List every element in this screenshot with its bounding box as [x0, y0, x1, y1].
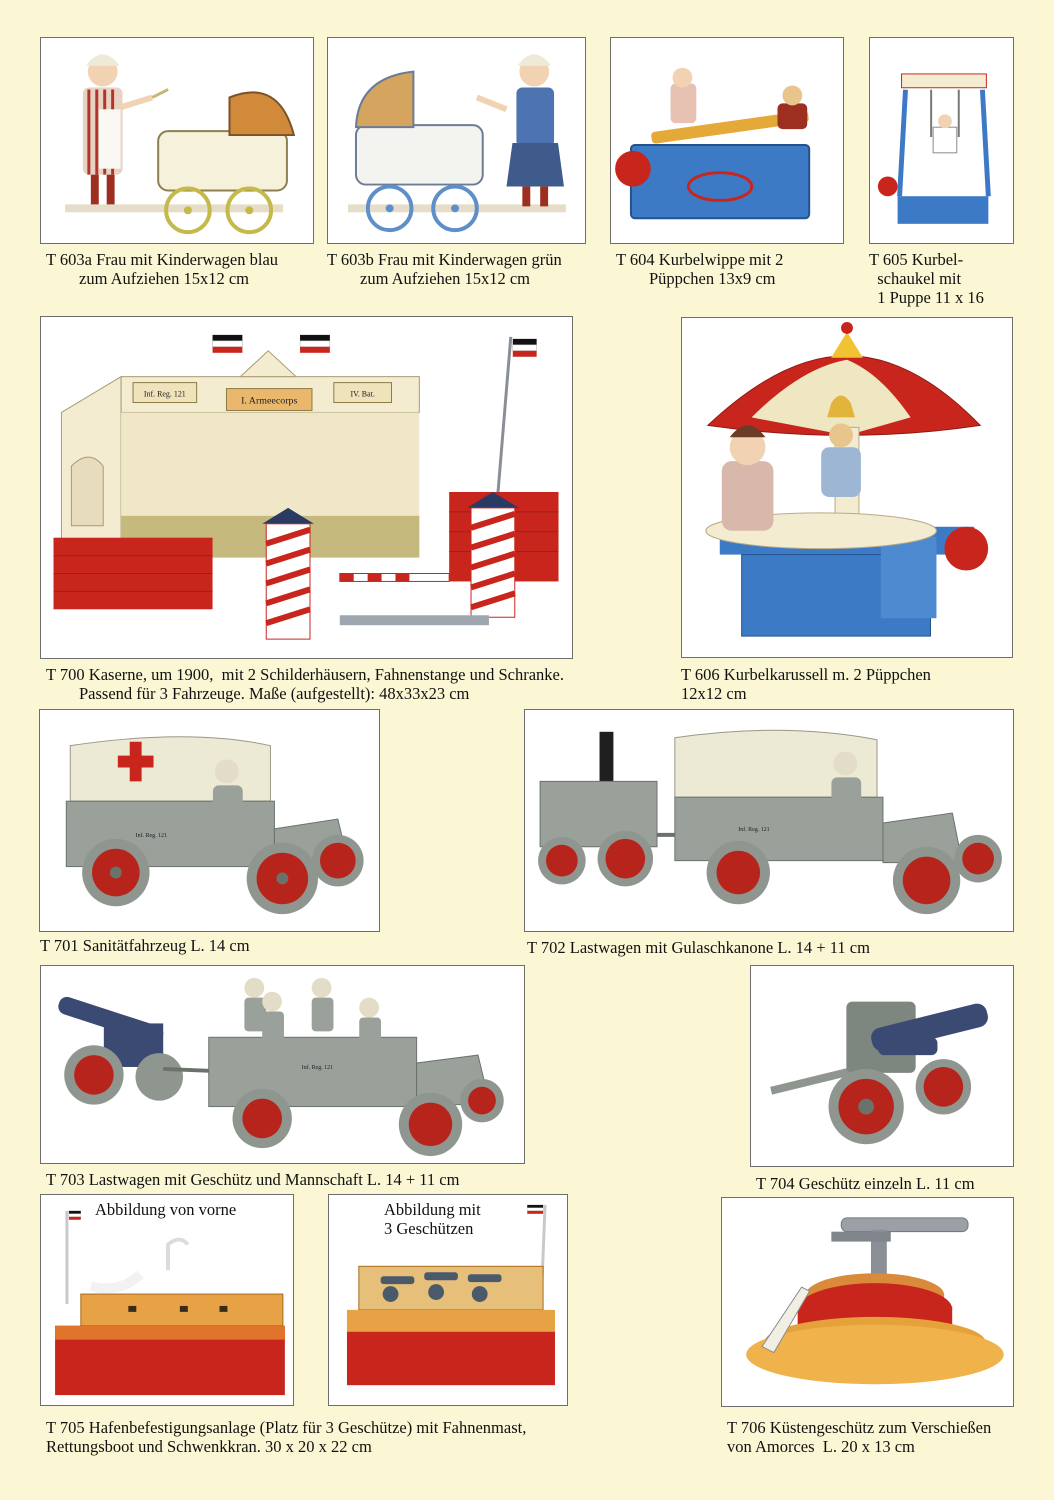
photo-t603b	[327, 37, 586, 244]
caption-t703: T 703 Lastwagen mit Geschütz und Mannschaft L. 14 + 11 cm	[46, 1170, 460, 1189]
photo-t604	[610, 37, 844, 244]
sign-inf-reg: Inf. Reg. 121	[143, 389, 186, 399]
vehicle-label-t703: Inf. Reg. 121	[301, 1064, 334, 1071]
caption-t706: T 706 Küstengeschütz zum Verschießen von Amorces L. 20 x 13 cm	[727, 1418, 992, 1456]
caption-t605: T 605 Kurbel- schaukel mit 1 Puppe 11 x 16	[869, 250, 984, 307]
caption-t705: T 705 Hafenbefestigungsanlage (Platz für 3 Geschütze) mit Fahnenmast, Rettungsboot und Schwenkkran. 30 x 20 x 22 cm	[46, 1418, 527, 1456]
sign-armeecorps: I. Armeecorps	[241, 395, 298, 407]
sign-iv-bat: IV. Bat.	[350, 389, 375, 399]
photo-t700	[40, 316, 573, 659]
photo-t605	[869, 37, 1014, 244]
photo-t702	[524, 709, 1014, 932]
photo-t603a	[40, 37, 314, 244]
photo-t606	[681, 317, 1013, 658]
caption-t702: T 702 Lastwagen mit Gulaschkanone L. 14 + 11 cm	[527, 938, 870, 957]
caption-t603b: T 603b Frau mit Kinderwagen grün zum Aufziehen 15x12 cm	[327, 250, 562, 288]
caption-t603a: T 603a Frau mit Kinderwagen blau zum Aufziehen 15x12 cm	[46, 250, 279, 288]
photo-label-t705: Abbildung von vorne	[95, 1200, 237, 1219]
caption-t606: T 606 Kurbelkarussell m. 2 Püppchen 12x12 cm	[681, 665, 931, 703]
photo-t701	[39, 709, 380, 932]
photo-t705	[40, 1194, 294, 1406]
caption-t701: T 701 Sanitätfahrzeug L. 14 cm	[40, 936, 250, 955]
vehicle-label-t702: Inf. Reg. 121	[738, 826, 770, 833]
photo-label-t705b: Abbildung mit 3 Geschützen	[384, 1200, 481, 1238]
photo-t704	[750, 965, 1014, 1167]
vehicle-label-t701: Inf. Reg. 121	[135, 832, 168, 839]
caption-t704: T 704 Geschütz einzeln L. 11 cm	[756, 1174, 975, 1193]
photo-t706	[721, 1197, 1014, 1407]
caption-t700: T 700 Kaserne, um 1900, mit 2 Schilderhäusern, Fahnenstange und Schranke. Passend für 3 Fahrzeuge. Maße (aufgestellt): 48x33x23 cm	[46, 665, 564, 703]
photo-t703	[40, 965, 525, 1164]
caption-t604: T 604 Kurbelwippe mit 2 Püppchen 13x9 cm	[616, 250, 784, 288]
